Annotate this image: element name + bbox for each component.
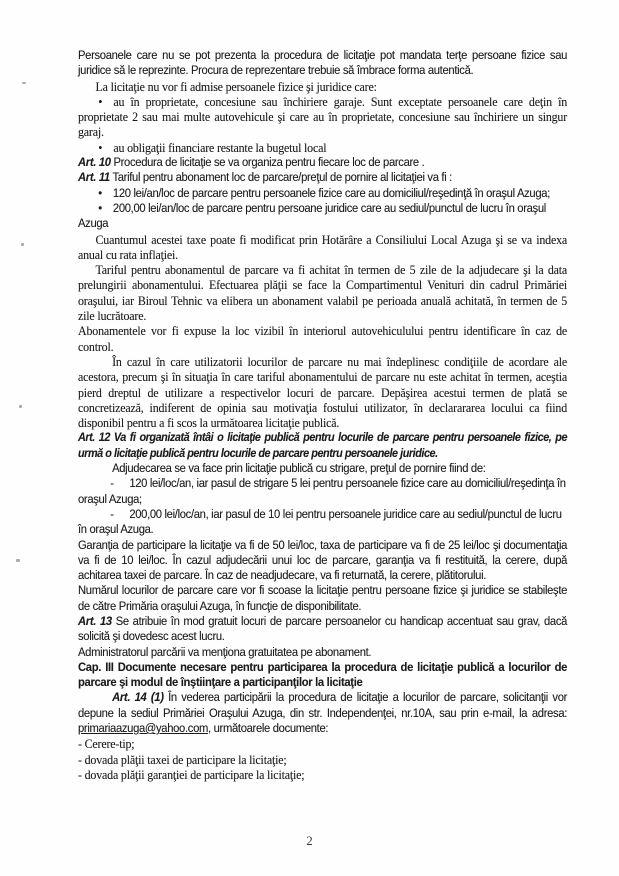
heading-cap-3: Cap. III Documente necesare pentru participarea la procedura de licitaţie publică a locurilor de parcare şi modul de înştiinţare a participanţilor la licitaţie — [78, 659, 568, 690]
paragraph-cuantum: Cuantumul acestei taxe poate fi modificat prin Hotărâre a Consiliului Local Azuga şi se va indexa anual cu rata inflaţiei. — [78, 231, 568, 262]
bullet-text: au în proprietate, concesiune sau închiriere garaje. Sunt exceptate persoanele care deţin în proprietate 2 sau mai multe autovehicule şi care au în proprietate, concesiune sau închiriere un singur garaj. — [78, 93, 568, 140]
bullet-text: 120 lei/an/loc de parcare pentru persoanele fizice care au domiciliul/reşedinţă în oraşul Azuga; — [112, 185, 550, 200]
document-list-item: - dovada plăţii garanţiei de participare la licitaţie; — [78, 766, 305, 782]
bullet-icon: • — [98, 200, 102, 215]
bullet-text: 200,00 lei/an/loc de parcare pentru persoane juridice care au sediul/punctul de lucru în oraşul Azuga — [78, 200, 546, 231]
paragraph-art-12 — [78, 430, 567, 461]
dash-icon: - — [110, 476, 114, 491]
page-number: 2 — [306, 833, 313, 848]
paragraph-intro: Persoanele care nu se pot prezenta la procedura de licitaţie pot mandata terţe persoane fizice sau juridice să le reprezinte. Procura de reprezentare trebuie să îmbrace forma autentică. — [78, 48, 568, 78]
article-number: Art. 13 — [78, 613, 112, 628]
article-text: Va fi organizată întâi o licitaţie publică pentru locurile de parcare pentru persoanele fizice, pe urmă o licitaţie publică pentru locurile de parcare pentru persoanele juridice. — [78, 430, 568, 460]
article-text: , următoarele documente: — [208, 721, 329, 736]
article-text: Se atribuie în mod gratuit locuri de parcare persoanelor cu handicap accentuat sau grav, dacă solicită şi dovedesc acest lucru. — [78, 613, 568, 644]
bullet-text: au obligaţii financiare restante la bugetul local — [113, 139, 327, 155]
scan-speck — [16, 559, 20, 562]
paragraph-art-10 — [78, 155, 567, 170]
article-number: Art. 12 — [78, 430, 110, 445]
scan-speck — [19, 405, 22, 408]
paragraph-admitere: La licitaţie nu vor fi admise persoanele fizice şi juridice care: — [95, 78, 377, 94]
dash-item-200 — [78, 507, 567, 538]
article-text: În vederea participării la procedura de licitaţie a locurilor de parcare, solicitanţii vor depune la sediul Primăriei Oraşului Azuga, din str. Independenţei, nr.10A, sau prin e-mail, la adresa: — [78, 690, 568, 720]
scan-speck — [21, 243, 24, 246]
bullet-item-obligatii — [78, 140, 567, 155]
document-body — [78, 48, 567, 782]
bullet-item-tarif-200 — [78, 201, 567, 232]
dash-item-120 — [78, 476, 567, 507]
article-number: Art. 11 — [78, 170, 110, 185]
dash-text: 120 lei/loc/an, iar pasul de strigare 5 lei pentru persoanele fizice care au domiciliul/reşedinţa în oraşul Azuga; — [78, 476, 566, 506]
paragraph-administrator: Administratorul parcării va menţiona gratuitatea pe abonament. — [78, 644, 372, 659]
paragraph-art-11 — [78, 170, 567, 185]
bullet-icon: • — [98, 93, 103, 109]
paragraph-numar-locuri: Numărul locurilor de parcare care vor fi scoase la licitaţie pentru persoane fizice şi juridice se stabileşte de către Primăria oraşului Azuga, în funcţie de disponibilitate. — [78, 583, 568, 613]
scan-speck — [22, 82, 26, 84]
bullet-item-garaje — [78, 94, 567, 140]
bullet-item-tarif-120 — [78, 186, 567, 201]
paragraph-pierdere-drept: În cazul în care utilizatorii locurilor de parcare nu mai îndeplinesc condiţiile de acordare ale acestora, precum şi în situaţia în care tariful abonamentului de parcare nu este achitat în termen, aceştia pierd dreptul de utilizare a respectivelor locuri de parcare. Depăşirea acestui termen de plată se concretizează, indiferent de opinia sau motivaţia fostului utilizator, în declarararea locului ca fiind disponibil pentru a fi scos la următoarea licitaţie publică. — [78, 353, 568, 431]
article-text: Tariful pentru abonament loc de parcare/preţul de pornire al licitaţiei va fi : — [109, 170, 452, 185]
bullet-icon: • — [98, 185, 102, 200]
article-number: Art. 10 — [78, 155, 111, 170]
dash-text: 200,00 lei/loc/an, iar pasul de 10 lei pentru persoanele juridice care au sediul/punctul de lucru în oraşul Azuga. — [78, 506, 562, 537]
paragraph-tarif-termen: Tariful pentru abonamentul de parcare va fi achitat în termen de 5 zile de la adjudecare şi la data prelungirii abonamentului. Efectuarea plăţii se face la Compartimentul Venituri din cadrul Primăriei oraşului, iar Biroul Tehnic va elibera un abonament valabil pe perioada anuală achitată, în termen de 5 zile lucrătoare. — [78, 262, 568, 324]
paragraph-garantie: Garanţia de participare la licitaţie va fi de 50 lei/loc, taxa de participare va fi de 25 lei/loc şi documentaţia va fi de 10 lei/loc. În cazul adjudecării unui loc de parcare, garanţia va fi restituită, la cerere, după achitarea taxei de parcare. În caz de neadjudecare, va fi returnată, la cerere, plătitorului. — [78, 537, 568, 583]
document-list-item: - dovada plăţii taxei de participare la licitaţie; — [78, 751, 287, 767]
email-link[interactable]: primariaazuga@yahoo.com — [78, 721, 209, 736]
paragraph-art-13 — [78, 614, 567, 645]
article-number: Art. 14 (1) — [112, 690, 164, 705]
article-text: Procedura de licitaţie se va organiza pentru fiecare loc de parcare . — [110, 155, 425, 170]
paragraph-art-14 — [78, 690, 567, 736]
paragraph-adjudecare: Adjudecarea se va face prin licitaţie publică cu strigare, preţul de pornire fiind de: — [112, 461, 486, 476]
bullet-icon: • — [98, 139, 103, 155]
paragraph-abonamente-expuse: Abonamentele vor fi expuse la loc vizibil în interiorul autovehiculului pentru identificare în caz de control. — [78, 323, 568, 354]
document-list-item: - Cerere-tip; — [78, 736, 135, 752]
dash-icon: - — [110, 506, 114, 521]
